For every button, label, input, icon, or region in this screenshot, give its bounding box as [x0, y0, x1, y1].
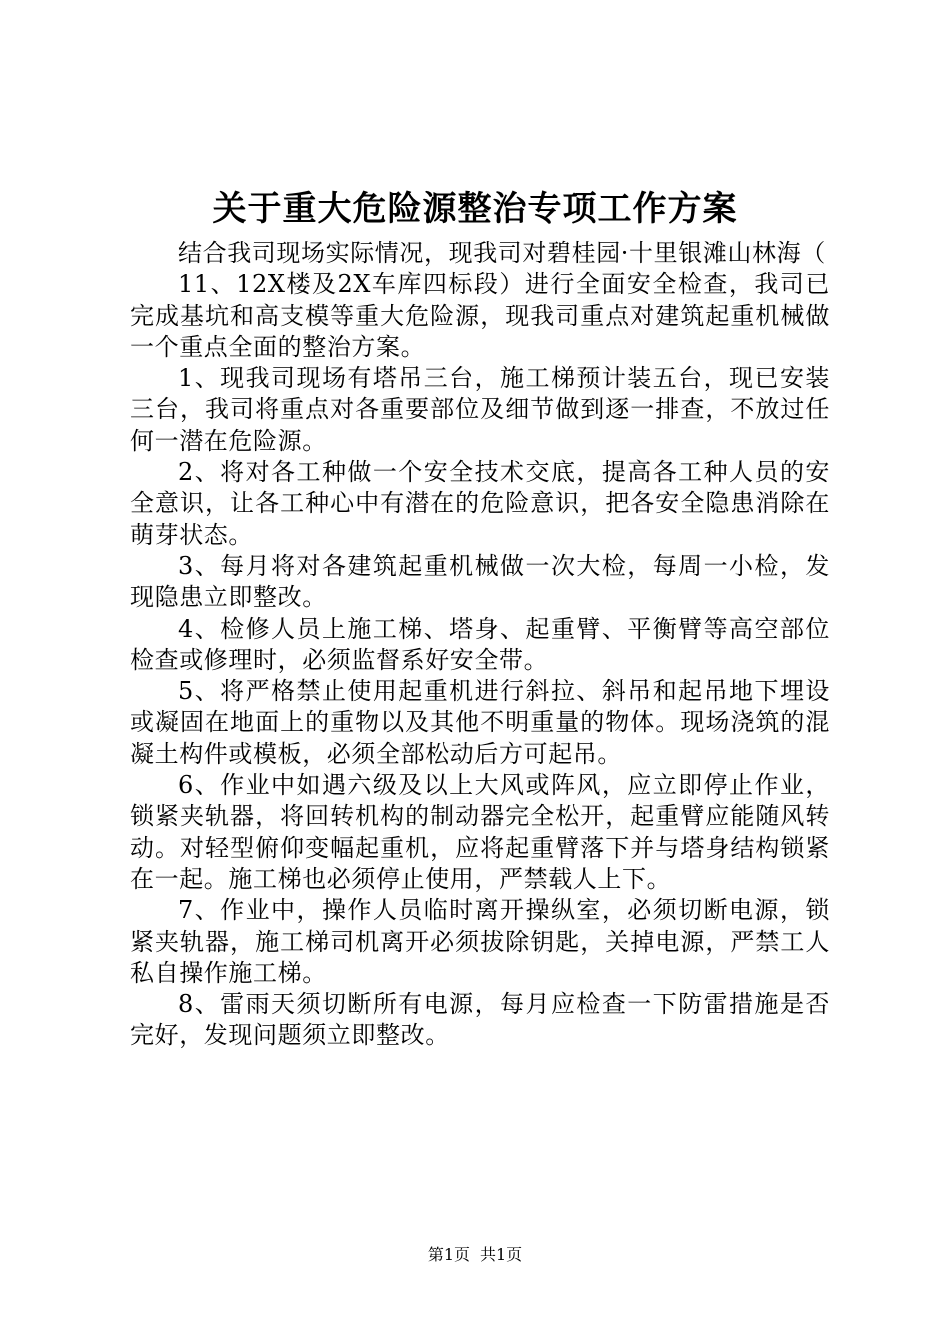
paragraph-item-6: 6、作业中如遇六级及以上大风或阵风，应立即停止作业，锁紧夹轨器，将回转机构的制动器完全松开，起重臂应能随风转动。对轻型俯仰变幅起重机，应将起重臂落下并与塔身结构锁紧在一起。施工梯也必须停止使用，严禁载人上下。 — [130, 771, 830, 893]
paragraph-item-8: 8、雷雨天须切断所有电源，每月应检查一下防雷措施是否完好，发现问题须立即整改。 — [130, 990, 830, 1050]
page-footer — [0, 1245, 950, 1265]
paragraph-item-7: 7、作业中，操作人员临时离开操纵室，必须切断电源，锁紧夹轨器，施工梯司机离开必须拔除钥匙，关掉电源，严禁工人私自操作施工梯。 — [130, 896, 830, 987]
paragraph-item-1: 1、现我司现场有塔吊三台，施工梯预计装五台，现已安装三台，我司将重点对各重要部位及细节做到逐一排查，不放过任何一潜在危险源。 — [130, 364, 830, 455]
document-title: 关于重大危险源整治专项工作方案 — [212, 189, 738, 229]
page-number: 第1页 — [427, 1245, 470, 1264]
document-body — [130, 238, 830, 1052]
page-total: 共1页 — [480, 1245, 523, 1264]
paragraph-item-2: 2、将对各工种做一个安全技术交底，提高各工种人员的安全意识，让各工种心中有潜在的危险意识，把各安全隐患消除在萌芽状态。 — [130, 458, 830, 549]
paragraph-intro: 结合我司现场实际情况，现我司对碧桂园·十里银滩山林海（ — [178, 239, 826, 267]
paragraph-scope: 11、12X楼及2X车库四标段）进行全面安全检查，我司已完成基坑和高支模等重大危险源，现我司重点对建筑起重机械做一个重点全面的整治方案。 — [130, 270, 830, 361]
paragraph-item-4: 4、检修人员上施工梯、塔身、起重臂、平衡臂等高空部位检查或修理时，必须监督系好安全带。 — [130, 614, 830, 674]
paragraph-item-3: 3、每月将对各建筑起重机械做一次大检，每周一小检，发现隐患立即整改。 — [130, 551, 830, 612]
paragraph-item-5: 5、将严格禁止使用起重机进行斜拉、斜吊和起吊地下埋设或凝固在地面上的重物以及其他不明重量的物体。现场浇筑的混凝土构件或模板，必须全部松动后方可起吊。 — [130, 677, 830, 768]
